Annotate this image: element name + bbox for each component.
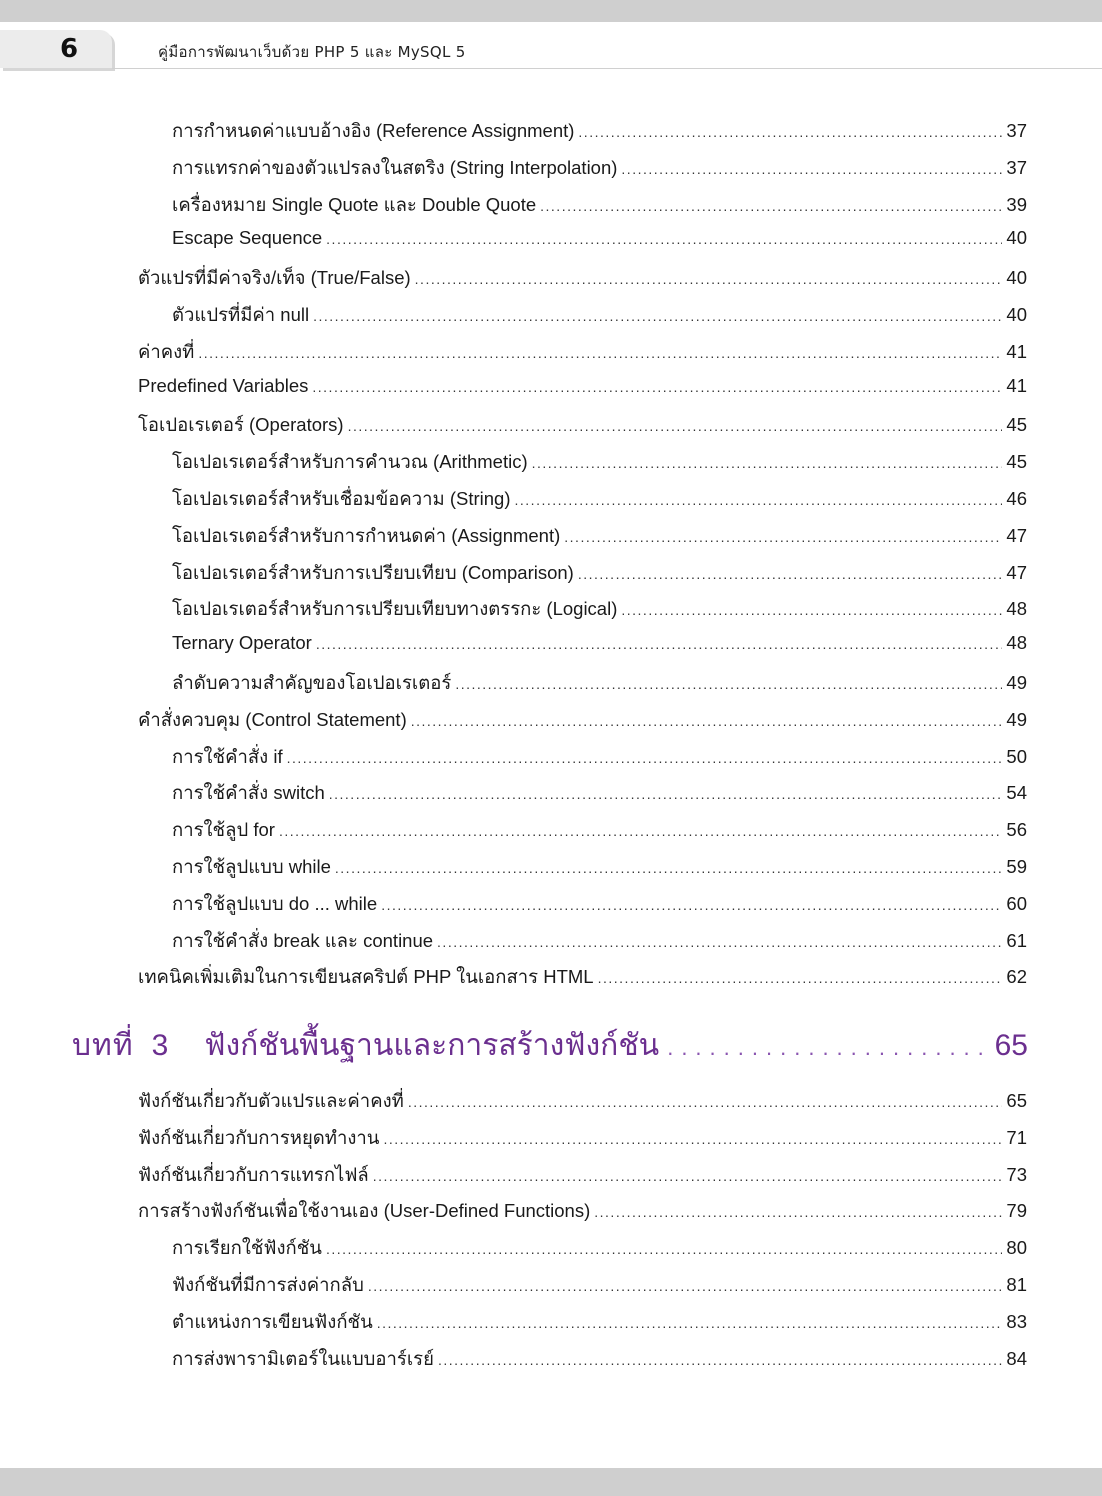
toc-entry[interactable] — [138, 1124, 1027, 1154]
toc-entry-page: 73 — [1006, 1163, 1027, 1185]
toc-entry-title: Escape Sequence — [172, 227, 323, 249]
toc-entry-page: 40 — [1006, 304, 1027, 325]
toc-entry-title: Predefined Variables — [138, 374, 309, 396]
toc-dot-leader — [564, 529, 1002, 545]
toc-entry-page: 60 — [1006, 892, 1027, 914]
toc-dot-leader — [455, 676, 1002, 692]
toc-entry[interactable] — [138, 375, 1027, 405]
toc-entry-page: 40 — [1006, 267, 1027, 289]
toc-entry[interactable] — [138, 264, 1027, 294]
toc-dot-leader — [411, 713, 1003, 729]
toc-entry-title: โอเปอเรเตอร์สำหรับการเปรียบเทียบทางตรรกะ (Logical) — [172, 598, 618, 620]
chapter-leader — [667, 1035, 986, 1061]
toc-dot-leader — [594, 1204, 1002, 1220]
toc-entry-title: โอเปอเรเตอร์สำหรับการเปรียบเทียบ (Comparison) — [172, 561, 574, 583]
toc-entry[interactable] — [172, 853, 1027, 883]
toc-entry[interactable] — [172, 816, 1027, 846]
toc-entry[interactable] — [138, 338, 1027, 368]
toc-entry[interactable] — [172, 117, 1027, 147]
chapter-label: บทที่ — [72, 1029, 134, 1062]
toc-dot-leader — [515, 492, 1003, 508]
toc-entry-page: 37 — [1006, 120, 1027, 141]
toc-entry-title: การสร้างฟังก์ชันเพื่อใช้งานเอง (User-Defined Functions) — [138, 1200, 591, 1222]
toc-entry-page: 79 — [1006, 1200, 1027, 1222]
toc-entry[interactable] — [138, 1197, 1027, 1227]
toc-entry-page: 49 — [1006, 672, 1027, 693]
toc-entry-title: การกำหนดค่าแบบอ้างอิง (Reference Assignment) — [172, 120, 575, 141]
toc-entry-title: ฟังก์ชันเกี่ยวกับการหยุดทำงาน — [138, 1126, 380, 1148]
toc-dot-leader — [279, 823, 1002, 839]
toc-entry-page: 84 — [1006, 1347, 1027, 1369]
toc-entry-page: 41 — [1006, 340, 1027, 362]
toc-entry[interactable] — [138, 411, 1027, 441]
toc-dot-leader — [532, 455, 1003, 471]
toc-dot-leader — [198, 345, 1002, 361]
toc-dot-leader — [329, 786, 1003, 802]
bottom-gray-band — [0, 1468, 1102, 1496]
toc-entry[interactable] — [172, 301, 1027, 331]
chapter-title: ฟังก์ชันพื้นฐานและการสร้างฟังก์ชัน — [204, 1029, 660, 1062]
toc-entry-page: 40 — [1006, 227, 1027, 249]
toc-entry-title: ลำดับความสำคัญของโอเปอเรเตอร์ — [172, 672, 452, 693]
toc-entry[interactable] — [138, 963, 1027, 993]
toc-entry-title: ตำแหน่งการเขียนฟังก์ชัน — [172, 1310, 373, 1332]
toc-dot-leader — [438, 1352, 1002, 1368]
toc-entry[interactable] — [172, 632, 1027, 662]
top-gray-band — [0, 0, 1102, 22]
toc-entry-title: การใช้ลูป for — [172, 819, 275, 841]
toc-entry-title: การใช้คำสั่ง break และ continue — [172, 929, 434, 951]
toc-entry-title: การใช้ลูปแบบ while — [172, 856, 331, 877]
toc-entry[interactable] — [172, 669, 1027, 699]
toc-entry-page: 47 — [1006, 561, 1027, 583]
toc-entry-page: 49 — [1006, 708, 1027, 730]
toc-entry[interactable] — [172, 1271, 1027, 1301]
toc-dot-leader — [598, 970, 1003, 986]
chapter-page: 65 — [994, 1029, 1028, 1062]
toc-entry-page: 41 — [1006, 374, 1027, 396]
toc-entry[interactable] — [138, 1087, 1027, 1117]
toc-entry-page: 80 — [1006, 1237, 1027, 1259]
toc-dot-leader — [287, 750, 1003, 766]
toc-entry[interactable] — [172, 927, 1027, 957]
toc-entry-page: 48 — [1006, 632, 1027, 654]
toc-entry[interactable] — [138, 1161, 1027, 1191]
toc-dot-leader — [578, 124, 1002, 140]
toc-entry[interactable] — [172, 779, 1027, 809]
toc-dot-leader — [621, 602, 1002, 618]
toc-entry-page: 62 — [1006, 966, 1027, 988]
toc-entry-page: 56 — [1006, 819, 1027, 841]
toc-entry-title: ฟังก์ชันเกี่ยวกับการแทรกไฟล์ — [138, 1163, 369, 1185]
toc-entry-title: ค่าคงที่ — [138, 340, 195, 362]
toc-entry-title: ฟังก์ชันเกี่ยวกับตัวแปรและค่าคงที่ — [138, 1090, 404, 1111]
toc-entry-title: ตัวแปรที่มีค่าจริง/เท็จ (True/False) — [138, 267, 411, 289]
toc-dot-leader — [437, 934, 1002, 950]
toc-entry-title: เทคนิคเพิ่มเติมในการเขียนสคริปต์ PHP ในเอกสาร HTML — [138, 966, 594, 988]
toc-dot-leader — [326, 1241, 1002, 1257]
toc-entry-page: 45 — [1006, 451, 1027, 473]
toc-entry-page: 81 — [1006, 1274, 1027, 1295]
toc-entry[interactable] — [172, 743, 1027, 773]
toc-entry-title: การส่งพารามิเตอร์ในแบบอาร์เรย์ — [172, 1347, 434, 1369]
toc-dot-leader — [381, 897, 1002, 913]
running-title: คู่มือการพัฒนาเว็บด้วย PHP 5 และ MySQL 5 — [158, 43, 466, 61]
toc-dot-leader — [578, 566, 1003, 582]
toc-entry[interactable] — [138, 706, 1027, 736]
toc-dot-leader — [377, 1315, 1003, 1331]
toc-dot-leader — [373, 1168, 1003, 1184]
toc-entry-title: การเรียกใช้ฟังก์ชัน — [172, 1237, 322, 1259]
toc-entry-title: โอเปอเรเตอร์สำหรับการกำหนดค่า (Assignment) — [172, 524, 561, 546]
toc-dot-leader — [415, 271, 1003, 287]
toc-entry[interactable] — [172, 522, 1027, 552]
toc-dot-leader — [368, 1278, 1003, 1294]
toc-entry-page: 45 — [1006, 414, 1027, 436]
chapter-number: 3 — [151, 1029, 169, 1062]
toc-entry-title: ตัวแปรที่มีค่า null — [172, 304, 310, 325]
toc-dot-leader — [348, 418, 1003, 434]
toc-entry-page: 61 — [1006, 929, 1027, 951]
toc-dot-leader — [313, 308, 1002, 324]
toc-entry-title: การใช้คำสั่ง switch — [172, 782, 325, 804]
toc-entry-title: โอเปอเรเตอร์ (Operators) — [138, 414, 344, 436]
toc-entry-page: 83 — [1006, 1310, 1027, 1332]
toc-entry[interactable] — [172, 154, 1027, 184]
toc-entry-title: Ternary Operator — [172, 632, 312, 654]
toc-entry-page: 71 — [1006, 1126, 1027, 1148]
toc-entry-page: 54 — [1006, 782, 1027, 804]
toc-entry-title: การใช้ลูปแบบ do ... while — [172, 892, 378, 914]
toc-dot-leader — [312, 379, 1002, 395]
toc-entry-page: 50 — [1006, 745, 1027, 767]
toc-dot-leader — [326, 231, 1002, 247]
toc-entry-page: 39 — [1006, 193, 1027, 215]
toc-dot-leader — [316, 636, 1003, 652]
toc-entry[interactable] — [172, 448, 1027, 478]
toc-entry[interactable] — [172, 595, 1027, 625]
toc-entry[interactable] — [172, 191, 1027, 221]
toc-entry-page: 65 — [1006, 1090, 1027, 1111]
toc-entry[interactable] — [172, 1234, 1027, 1264]
page-number: 6 — [60, 34, 79, 64]
toc-entry-title: การใช้คำสั่ง if — [172, 745, 283, 767]
toc-dot-leader — [540, 198, 1002, 214]
toc-entry-title: โอเปอเรเตอร์สำหรับเชื่อมข้อความ (String) — [172, 488, 511, 509]
toc-entry-page: 59 — [1006, 856, 1027, 877]
chapter-heading[interactable] — [72, 1022, 1028, 1068]
page-number-tab — [0, 30, 112, 68]
toc-dot-leader — [408, 1094, 1003, 1110]
toc-entry-page: 48 — [1006, 598, 1027, 620]
toc-entry-title: ฟังก์ชันที่มีการส่งค่ากลับ — [172, 1274, 364, 1295]
toc-entry[interactable] — [172, 890, 1027, 920]
toc-entry-title: โอเปอเรเตอร์สำหรับการคำนวณ (Arithmetic) — [172, 451, 528, 473]
toc-dot-leader — [383, 1131, 1002, 1147]
toc-entry-title: คำสั่งควบคุม (Control Statement) — [138, 708, 407, 730]
toc-dot-leader — [335, 860, 1003, 876]
toc-entry[interactable] — [172, 1308, 1027, 1338]
toc-entry[interactable] — [172, 485, 1027, 515]
toc-entry-page: 47 — [1006, 524, 1027, 546]
toc-entry[interactable] — [172, 227, 1027, 257]
toc-entry-page: 46 — [1006, 488, 1027, 509]
toc-entry[interactable] — [172, 1345, 1027, 1375]
toc-entry-title: เครื่องหมาย Single Quote และ Double Quote — [172, 193, 537, 215]
toc-entry[interactable] — [172, 559, 1027, 589]
toc-entry-page: 37 — [1006, 156, 1027, 178]
header-divider — [112, 68, 1102, 69]
toc-entry-title: การแทรกค่าของตัวแปรลงในสตริง (String Interpolation) — [172, 156, 618, 178]
toc-dot-leader — [621, 161, 1002, 177]
